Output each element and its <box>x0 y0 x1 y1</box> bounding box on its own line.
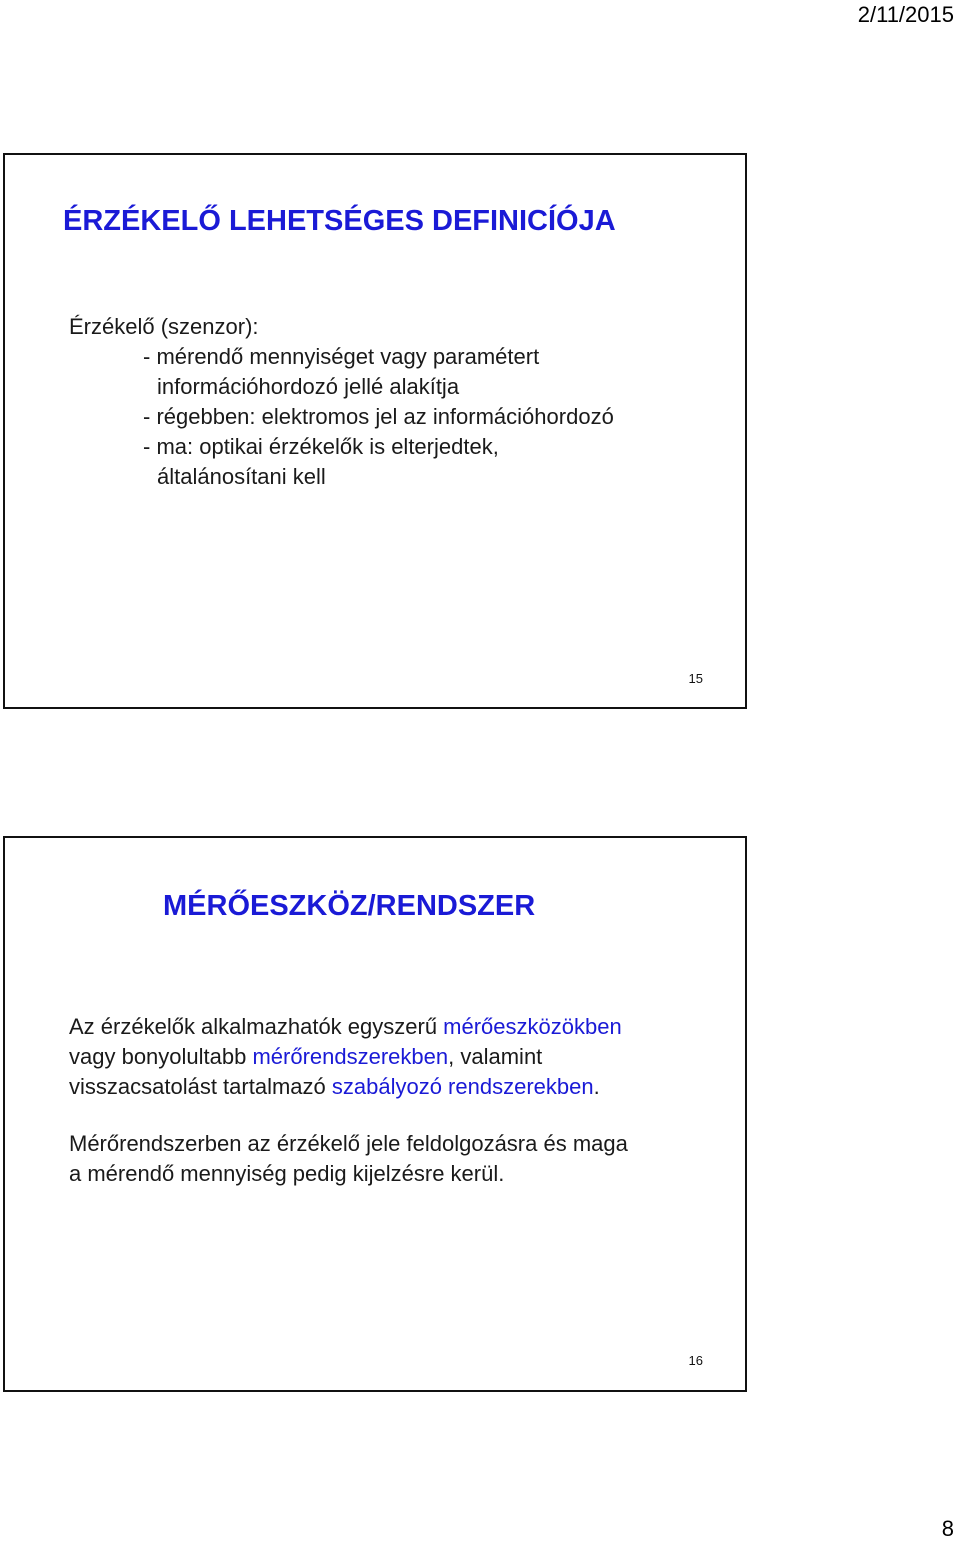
paragraph-line <box>69 1012 622 1042</box>
slide-title: ÉRZÉKELŐ LEHETSÉGES DEFINICÍÓJA <box>63 205 616 237</box>
bullet-line: - ma: optikai érzékelők is elterjedtek, <box>143 434 499 459</box>
text-run: Az érzékelők alkalmazhatók egyszerű <box>69 1014 444 1039</box>
document-date: 2/11/2015 <box>857 2 954 27</box>
highlighted-term: mérőeszközökben <box>443 1014 622 1039</box>
page-number: 8 <box>941 1516 954 1541</box>
text-run: vagy bonyolultabb <box>69 1044 253 1069</box>
slide-body <box>69 312 614 492</box>
text-run: visszacsatolást tartalmazó <box>69 1074 332 1099</box>
highlighted-term: szabályozó rendszerekben <box>331 1074 594 1099</box>
slide-16 <box>3 836 747 1392</box>
bullet-line: - régebben: elektromos jel az információhordozó <box>143 404 614 429</box>
slide-15 <box>3 153 747 709</box>
paragraph-line: a mérendő mennyiség pedig kijelzésre kerül. <box>69 1161 505 1186</box>
paragraph-line <box>69 1072 622 1102</box>
slide-number: 16 <box>688 1353 703 1368</box>
paragraph-1 <box>69 1012 622 1102</box>
definition-heading: Érzékelő (szenzor): <box>69 314 259 339</box>
text-run: . <box>593 1074 600 1099</box>
paragraph-2 <box>69 1129 628 1189</box>
paragraph-line: Mérőrendszerben az érzékelő jele feldolgozásra és maga <box>69 1131 628 1156</box>
highlighted-term: mérőrendszerekben <box>252 1044 449 1069</box>
slide-number: 15 <box>688 671 703 686</box>
bullet-continuation: általánosítani kell <box>157 464 326 489</box>
bullet-continuation: információhordozó jellé alakítja <box>157 374 460 399</box>
paragraph-line <box>69 1042 622 1072</box>
slide-title: MÉRŐESZKÖZ/RENDSZER <box>163 890 536 922</box>
bullet-line: - mérendő mennyiséget vagy paramétert <box>143 344 540 369</box>
text-run: , valamint <box>448 1044 543 1069</box>
